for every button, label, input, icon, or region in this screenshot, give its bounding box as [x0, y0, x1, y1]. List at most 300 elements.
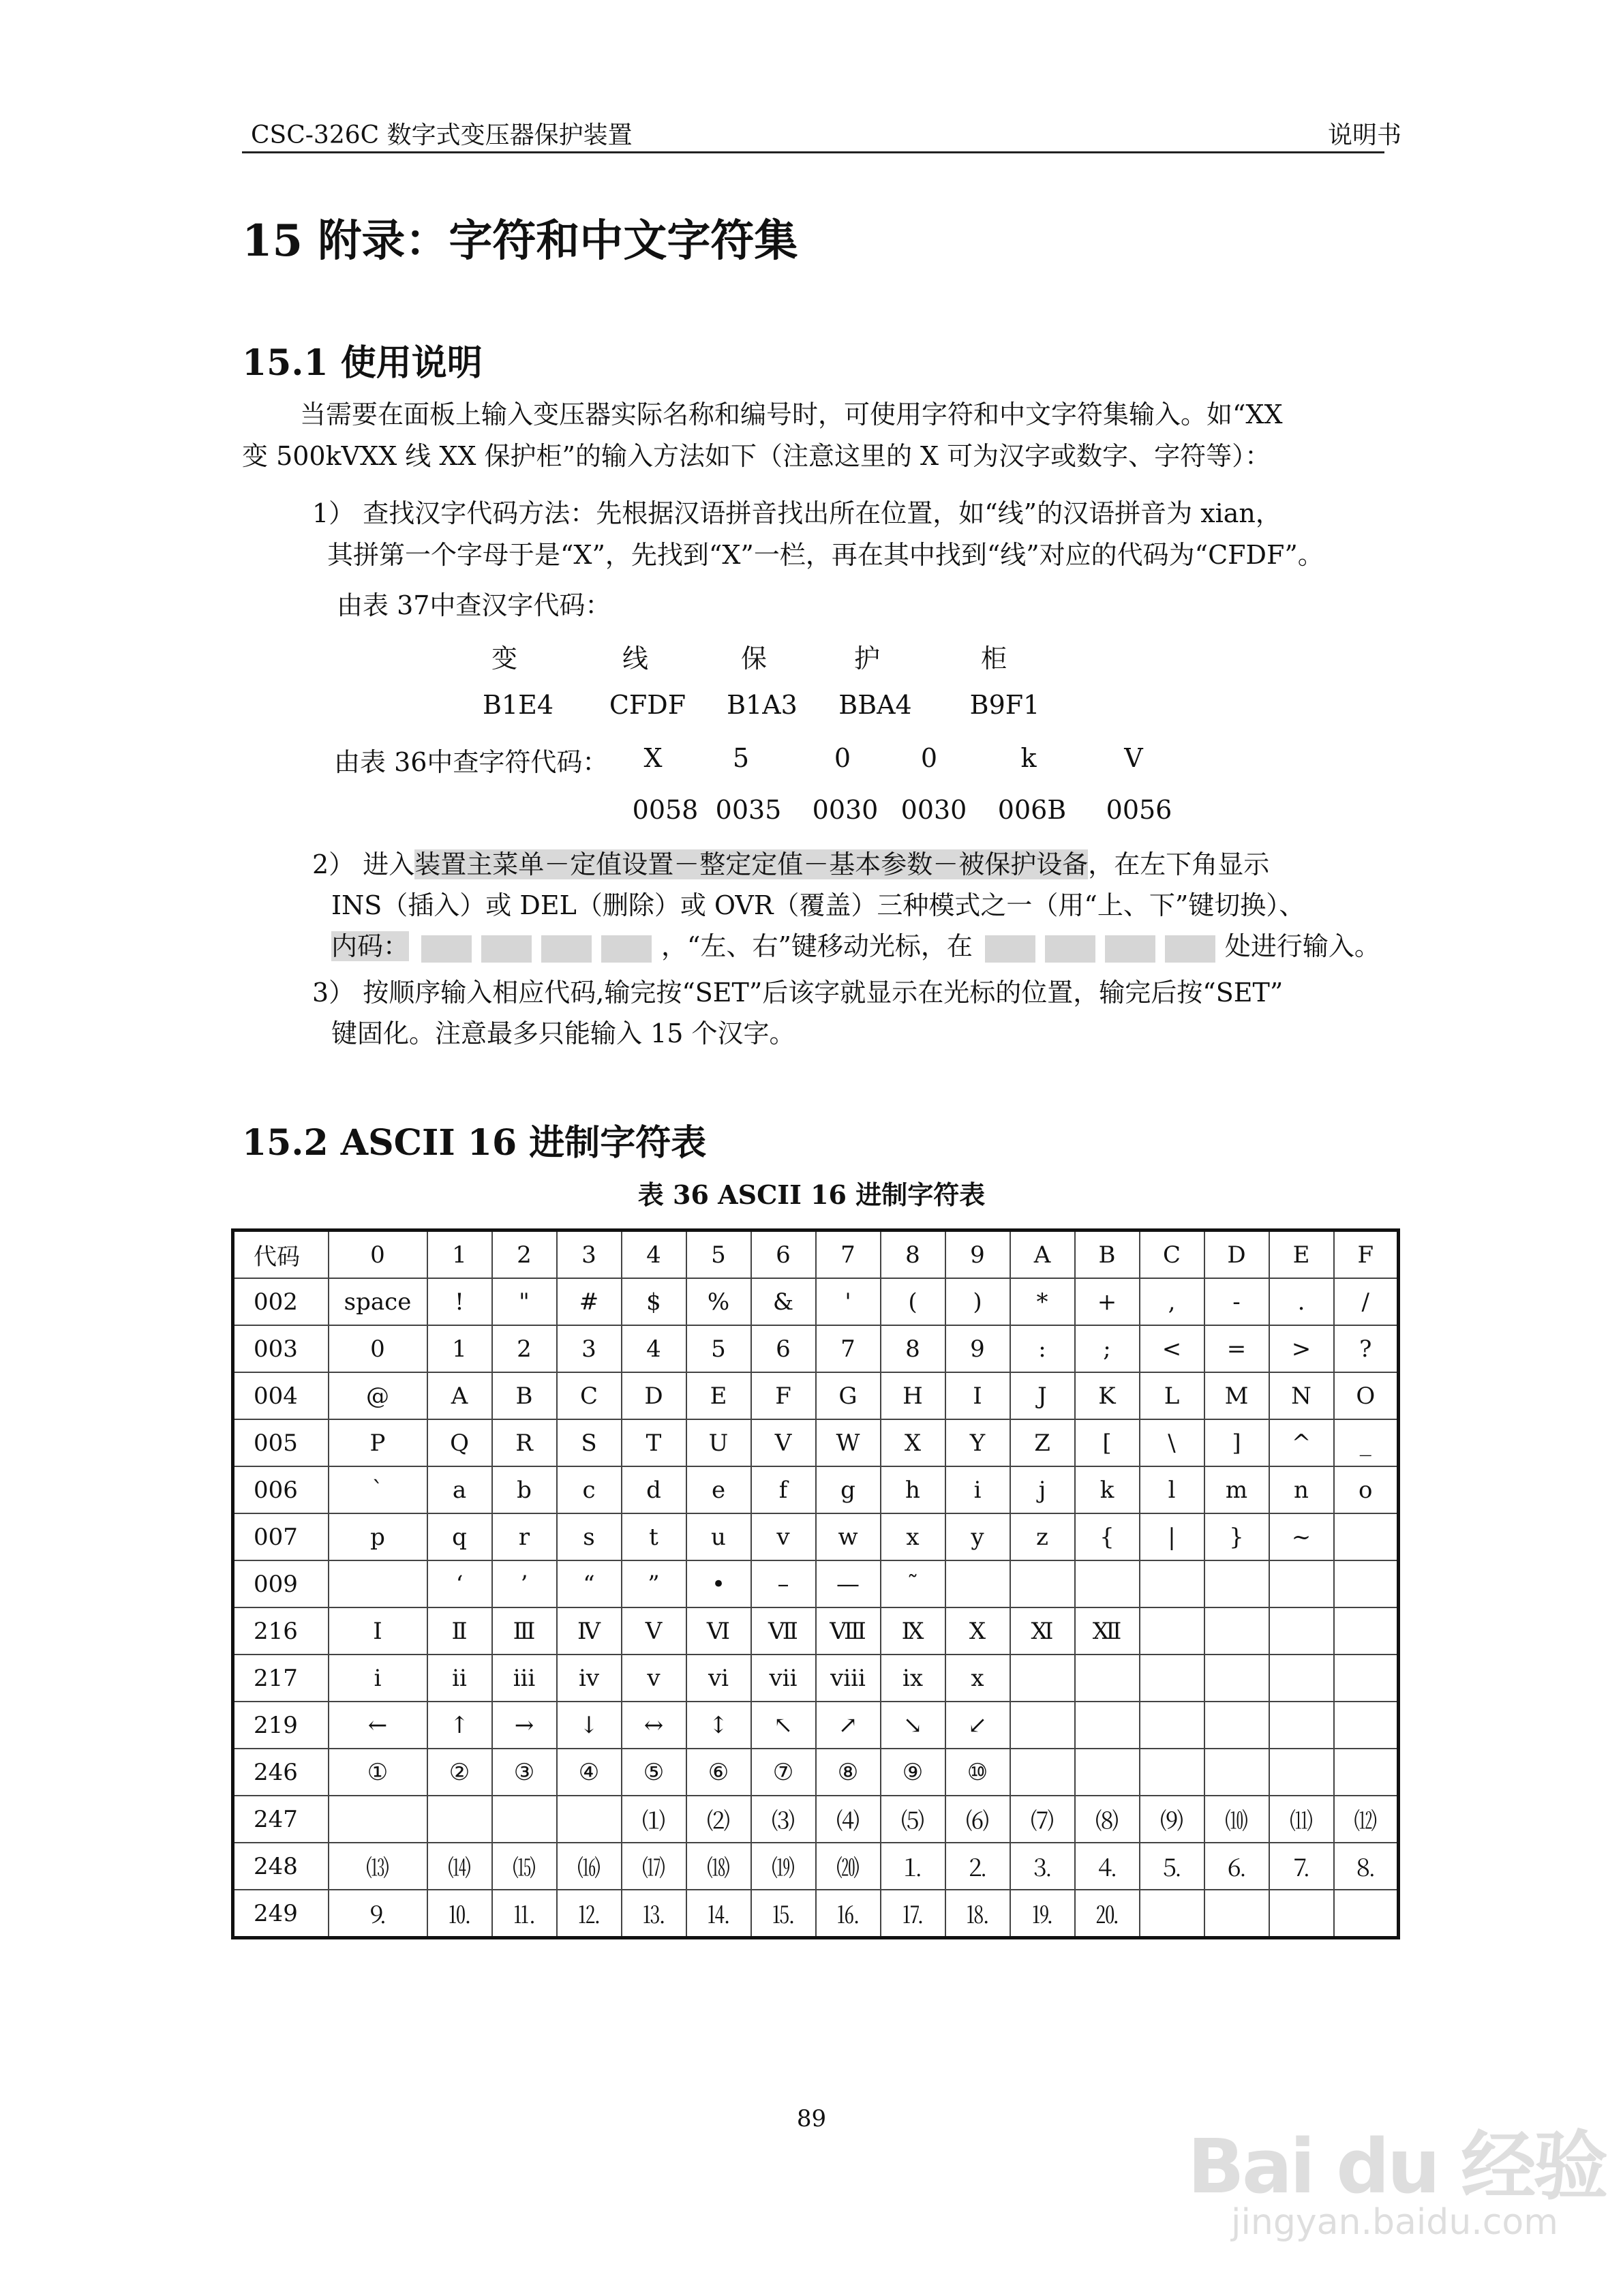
- ascii-code: 0030: [900, 795, 967, 825]
- char-cell: -: [1204, 1278, 1269, 1325]
- char-cell: ˜: [881, 1560, 945, 1607]
- char-cell: m: [1204, 1466, 1269, 1513]
- char-cell: /: [1334, 1278, 1399, 1325]
- char-cell: [1204, 1890, 1269, 1938]
- char-cell: ): [945, 1278, 1010, 1325]
- char-cell: —: [816, 1560, 881, 1607]
- table-row: [233, 1372, 1399, 1419]
- char-cell: ⑽: [1204, 1796, 1269, 1843]
- char-cell: [1334, 1749, 1399, 1796]
- header-cell-col: 7: [816, 1230, 881, 1279]
- row-code-cell: 003: [233, 1325, 329, 1372]
- table-row: [233, 1607, 1399, 1655]
- ascii-code: 006B: [997, 795, 1067, 825]
- char-cell: 3: [557, 1325, 622, 1372]
- table-row: [233, 1702, 1399, 1749]
- char-cell: r: [492, 1513, 557, 1560]
- header-cell-col: C: [1140, 1230, 1204, 1279]
- char-cell: [329, 1560, 427, 1607]
- char-cell: ’: [492, 1560, 557, 1607]
- char-cell: B: [492, 1372, 557, 1419]
- han-char: 柜: [980, 644, 1007, 674]
- char-cell: }: [1204, 1513, 1269, 1560]
- char-cell: Ⅳ: [557, 1607, 622, 1655]
- ascii-char: V: [1124, 743, 1143, 773]
- char-cell: ⑷: [816, 1796, 881, 1843]
- char-cell: 1: [427, 1325, 492, 1372]
- step3-line-2: 键固化。注意最多只能输入 15 个汉字。: [331, 1018, 795, 1048]
- char-cell: ↑: [427, 1702, 492, 1749]
- header-cell-col: B: [1075, 1230, 1140, 1279]
- char-cell: ↙: [945, 1702, 1010, 1749]
- char-cell: Y: [945, 1419, 1010, 1466]
- char-cell: ⒏: [1334, 1843, 1399, 1890]
- char-cell: ↔: [622, 1702, 686, 1749]
- char-cell: x: [881, 1513, 945, 1560]
- char-cell: 2: [492, 1325, 557, 1372]
- inner-code-label: 内码：: [331, 931, 410, 961]
- header-cell-col: D: [1204, 1230, 1269, 1279]
- char-cell: a: [427, 1466, 492, 1513]
- char-cell: [1334, 1560, 1399, 1607]
- char-cell: ⑹: [945, 1796, 1010, 1843]
- char-cell: viii: [816, 1655, 881, 1702]
- char-cell: s: [557, 1513, 622, 1560]
- header-cell-col: 2: [492, 1230, 557, 1279]
- char-cell: ③: [492, 1749, 557, 1796]
- step2-line-2: INS（插入）或 DEL（删除）或 OVR（覆盖）三种模式之一（用“上、下”键切换）、: [331, 890, 1305, 920]
- row-code-cell: 005: [233, 1419, 329, 1466]
- char-cell: ⑤: [622, 1749, 686, 1796]
- header-cell-col: 4: [622, 1230, 686, 1279]
- char-cell: t: [622, 1513, 686, 1560]
- char-cell: ⑴: [622, 1796, 686, 1843]
- step2-line-1: [312, 844, 1269, 886]
- char-cell: 6: [751, 1325, 816, 1372]
- char-cell: ": [492, 1278, 557, 1325]
- char-cell: ⒒: [492, 1890, 557, 1938]
- han-char: 变: [491, 644, 518, 674]
- char-cell: ii: [427, 1655, 492, 1702]
- char-cell: •: [686, 1560, 751, 1607]
- char-cell: 5: [686, 1325, 751, 1372]
- header-cell-col: 9: [945, 1230, 1010, 1279]
- char-cell: R: [492, 1419, 557, 1466]
- char-cell: Q: [427, 1419, 492, 1466]
- char-cell: ②: [427, 1749, 492, 1796]
- baidu-jingyan-watermark: [1149, 2072, 1606, 2256]
- char-cell: X: [881, 1419, 945, 1466]
- table-row: [233, 1278, 1399, 1325]
- step2-menu-path: 装置主菜单－定值设置－整定定值－基本参数－被保护设备: [414, 849, 1089, 879]
- char-cell: iv: [557, 1655, 622, 1702]
- char-cell: %: [686, 1278, 751, 1325]
- char-cell: 4: [622, 1325, 686, 1372]
- char-cell: [1269, 1607, 1334, 1655]
- char-cell: [1140, 1560, 1204, 1607]
- char-cell: =: [1204, 1325, 1269, 1372]
- char-cell: E: [686, 1372, 751, 1419]
- char-cell: ⒈: [881, 1843, 945, 1890]
- char-cell: ⒇: [816, 1843, 881, 1890]
- lookup-han-label: 由表 37中查汉字代码：: [337, 590, 611, 620]
- char-cell: ⒉: [945, 1843, 1010, 1890]
- step1-line-2: 其拼第一个字母于是“X”，先找到“X”一栏，再在其中找到“线”对应的代码为“CFDF”。: [327, 540, 1324, 570]
- header-rule: [242, 151, 1384, 153]
- step2-input-text: 处进行输入。: [1224, 931, 1380, 961]
- char-cell: J: [1010, 1372, 1075, 1419]
- ascii-hex-table: [231, 1228, 1400, 1939]
- table-row: [233, 1560, 1399, 1607]
- char-cell: [1204, 1655, 1269, 1702]
- char-cell: [1075, 1655, 1140, 1702]
- intro-line-2: 变 500kVXX 线 XX 保护柜”的输入方法如下（注意这里的 X 可为汉字或数字、字符等）：: [242, 441, 1271, 471]
- char-cell: ': [816, 1278, 881, 1325]
- char-cell: k: [1075, 1466, 1140, 1513]
- char-cell: 8: [881, 1325, 945, 1372]
- char-cell: ?: [1334, 1325, 1399, 1372]
- char-cell: j: [1010, 1466, 1075, 1513]
- char-cell: v: [622, 1655, 686, 1702]
- header-cell-col: 6: [751, 1230, 816, 1279]
- char-cell: ⑧: [816, 1749, 881, 1796]
- han-char: 线: [622, 644, 649, 674]
- char-cell: “: [557, 1560, 622, 1607]
- char-cell: [1204, 1560, 1269, 1607]
- han-code: B1A3: [727, 690, 798, 720]
- char-cell: [1204, 1702, 1269, 1749]
- char-cell: ⒆: [751, 1843, 816, 1890]
- char-cell: [1204, 1607, 1269, 1655]
- char-cell: [1140, 1749, 1204, 1796]
- table-caption: 表 36 ASCII 16 进制字符表: [637, 1179, 986, 1210]
- char-cell: ⒔: [622, 1890, 686, 1938]
- row-code-cell: 247: [233, 1796, 329, 1843]
- char-cell: +: [1075, 1278, 1140, 1325]
- char-cell: ⒄: [622, 1843, 686, 1890]
- ascii-code: 0058: [632, 795, 699, 825]
- char-cell: <: [1140, 1325, 1204, 1372]
- char-cell: F: [751, 1372, 816, 1419]
- char-cell: Ⅲ: [492, 1607, 557, 1655]
- step1-line-1: 1） 查找汉字代码方法：先根据汉语拼音找出所在位置，如“线”的汉语拼音为 xian，: [312, 498, 1281, 528]
- char-cell: ⑦: [751, 1749, 816, 1796]
- char-cell: ~: [1269, 1513, 1334, 1560]
- han-code: BBA4: [838, 690, 912, 720]
- char-cell: Ⅶ: [751, 1607, 816, 1655]
- char-cell: ⒋: [1075, 1843, 1140, 1890]
- char-cell: L: [1140, 1372, 1204, 1419]
- char-cell: ⑸: [881, 1796, 945, 1843]
- char-cell: iii: [492, 1655, 557, 1702]
- page-number: 89: [796, 2105, 827, 2132]
- char-cell: d: [622, 1466, 686, 1513]
- char-cell: [1334, 1702, 1399, 1749]
- char-cell: V: [751, 1419, 816, 1466]
- char-cell: I: [945, 1372, 1010, 1419]
- step2-suffix: ，在左下角显示: [1088, 849, 1270, 879]
- han-code: B1E4: [482, 690, 554, 720]
- char-cell: @: [329, 1372, 427, 1419]
- char-cell: ⒀: [329, 1843, 427, 1890]
- char-cell: ⒍: [1204, 1843, 1269, 1890]
- header-cell-col: F: [1334, 1230, 1399, 1279]
- char-cell: ⑥: [686, 1749, 751, 1796]
- char-cell: ⑵: [686, 1796, 751, 1843]
- table-row: [233, 1843, 1399, 1890]
- table-row: [233, 1325, 1399, 1372]
- char-cell: f: [751, 1466, 816, 1513]
- char-cell: \: [1140, 1419, 1204, 1466]
- char-cell: [1204, 1749, 1269, 1796]
- chapter-title: 15 附录：字符和中文字符集: [242, 215, 798, 267]
- char-cell: [1269, 1749, 1334, 1796]
- char-cell: →: [492, 1702, 557, 1749]
- header-cell-col: E: [1269, 1230, 1334, 1279]
- header-cell-col: 0: [329, 1230, 427, 1279]
- char-cell: [1334, 1655, 1399, 1702]
- char-cell: ix: [881, 1655, 945, 1702]
- row-code-cell: 216: [233, 1607, 329, 1655]
- char-cell: e: [686, 1466, 751, 1513]
- char-cell: ⑩: [945, 1749, 1010, 1796]
- char-cell: &: [751, 1278, 816, 1325]
- char-cell: [1269, 1655, 1334, 1702]
- watermark-url: jingyan.baidu.com: [1231, 2202, 1558, 2243]
- row-code-cell: 217: [233, 1655, 329, 1702]
- char-cell: n: [1269, 1466, 1334, 1513]
- row-code-cell: 248: [233, 1843, 329, 1890]
- char-cell: T: [622, 1419, 686, 1466]
- ascii-char: 5: [732, 743, 750, 773]
- char-cell: #: [557, 1278, 622, 1325]
- header-cell-code: 代码: [233, 1230, 329, 1279]
- ascii-char: 0: [834, 743, 851, 773]
- step3-line-1: 3） 按顺序输入相应代码,输完按“SET”后该字就显示在光标的位置，输完后按“SET”: [312, 978, 1284, 1008]
- row-code-cell: 009: [233, 1560, 329, 1607]
- char-cell: ↗: [816, 1702, 881, 1749]
- char-cell: [1334, 1513, 1399, 1560]
- input-position-placeholder: [973, 931, 1225, 961]
- char-cell: ⒖: [751, 1890, 816, 1938]
- char-cell: [427, 1796, 492, 1843]
- inner-code-placeholder: [409, 931, 661, 961]
- char-cell: ^: [1269, 1419, 1334, 1466]
- running-header-doc-type: 说明书: [1328, 121, 1402, 149]
- char-cell: z: [1010, 1513, 1075, 1560]
- char-cell: H: [881, 1372, 945, 1419]
- char-cell: .: [1269, 1278, 1334, 1325]
- char-cell: ;: [1075, 1325, 1140, 1372]
- char-cell: S: [557, 1419, 622, 1466]
- han-char: 护: [853, 644, 881, 674]
- char-cell: W: [816, 1419, 881, 1466]
- char-cell: ←: [329, 1702, 427, 1749]
- header-cell-col: 8: [881, 1230, 945, 1279]
- char-cell: Ⅹ: [945, 1607, 1010, 1655]
- char-cell: ↘: [881, 1702, 945, 1749]
- char-cell: ⒕: [686, 1890, 751, 1938]
- char-cell: [1140, 1702, 1204, 1749]
- table-row: [233, 1466, 1399, 1513]
- char-cell: ⑶: [751, 1796, 816, 1843]
- row-code-cell: 002: [233, 1278, 329, 1325]
- char-cell: w: [816, 1513, 881, 1560]
- ascii-char: X: [643, 743, 663, 773]
- char-cell: –: [751, 1560, 816, 1607]
- char-cell: b: [492, 1466, 557, 1513]
- char-cell: ,: [1140, 1278, 1204, 1325]
- han-code: B9F1: [969, 690, 1040, 720]
- char-cell: ‘: [427, 1560, 492, 1607]
- table-row: [233, 1796, 1399, 1843]
- char-cell: $: [622, 1278, 686, 1325]
- char-cell: x: [945, 1655, 1010, 1702]
- char-cell: `: [329, 1466, 427, 1513]
- char-cell: ”: [622, 1560, 686, 1607]
- char-cell: [1075, 1749, 1140, 1796]
- han-code: CFDF: [609, 690, 686, 720]
- table-row: [233, 1419, 1399, 1466]
- section-heading-usage: 15.1 使用说明: [242, 342, 483, 384]
- table-header-row: [233, 1230, 1399, 1279]
- char-cell: Ⅷ: [816, 1607, 881, 1655]
- char-cell: G: [816, 1372, 881, 1419]
- char-cell: h: [881, 1466, 945, 1513]
- char-cell: ⑨: [881, 1749, 945, 1796]
- char-cell: D: [622, 1372, 686, 1419]
- row-code-cell: 004: [233, 1372, 329, 1419]
- char-cell: [1075, 1560, 1140, 1607]
- char-cell: 0: [329, 1325, 427, 1372]
- header-cell-col: 3: [557, 1230, 622, 1279]
- char-cell: [1010, 1560, 1075, 1607]
- char-cell: ⒂: [492, 1843, 557, 1890]
- char-cell: space: [329, 1278, 427, 1325]
- char-cell: ⒓: [557, 1890, 622, 1938]
- char-cell: [1140, 1655, 1204, 1702]
- char-cell: p: [329, 1513, 427, 1560]
- char-cell: o: [1334, 1466, 1399, 1513]
- char-cell: ⒚: [1010, 1890, 1075, 1938]
- ascii-char: 0: [920, 743, 938, 773]
- char-cell: [557, 1796, 622, 1843]
- char-cell: ⒗: [816, 1890, 881, 1938]
- char-cell: |: [1140, 1513, 1204, 1560]
- char-cell: v: [751, 1513, 816, 1560]
- char-cell: [1140, 1607, 1204, 1655]
- step2-cursor-text: ，“左、右”键移动光标，在: [661, 931, 973, 961]
- char-cell: Ⅸ: [881, 1607, 945, 1655]
- char-cell: ⒁: [427, 1843, 492, 1890]
- char-cell: ⒛: [1075, 1890, 1140, 1938]
- char-cell: K: [1075, 1372, 1140, 1419]
- char-cell: [1269, 1702, 1334, 1749]
- char-cell: P: [329, 1419, 427, 1466]
- char-cell: ⒑: [427, 1890, 492, 1938]
- char-cell: [1334, 1890, 1399, 1938]
- char-cell: ⑿: [1334, 1796, 1399, 1843]
- char-cell: [1075, 1702, 1140, 1749]
- char-cell: ↕: [686, 1702, 751, 1749]
- char-cell: ⒊: [1010, 1843, 1075, 1890]
- char-cell: N: [1269, 1372, 1334, 1419]
- step2-prefix: 2） 进入: [312, 849, 415, 879]
- char-cell: [945, 1560, 1010, 1607]
- table-row: [233, 1890, 1399, 1938]
- char-cell: i: [945, 1466, 1010, 1513]
- table-row: [233, 1749, 1399, 1796]
- char-cell: ⒙: [945, 1890, 1010, 1938]
- char-cell: ↓: [557, 1702, 622, 1749]
- char-cell: Ⅻ: [1075, 1607, 1140, 1655]
- char-cell: >: [1269, 1325, 1334, 1372]
- row-code-cell: 007: [233, 1513, 329, 1560]
- char-cell: ⑻: [1075, 1796, 1140, 1843]
- char-cell: l: [1140, 1466, 1204, 1513]
- char-cell: :: [1010, 1325, 1075, 1372]
- han-char: 保: [740, 644, 768, 674]
- char-cell: ④: [557, 1749, 622, 1796]
- char-cell: {: [1075, 1513, 1140, 1560]
- char-cell: A: [427, 1372, 492, 1419]
- row-code-cell: 246: [233, 1749, 329, 1796]
- header-cell-col: 5: [686, 1230, 751, 1279]
- char-cell: [1269, 1890, 1334, 1938]
- row-code-cell: 006: [233, 1466, 329, 1513]
- char-cell: ↖: [751, 1702, 816, 1749]
- char-cell: [1140, 1890, 1204, 1938]
- header-cell-col: 1: [427, 1230, 492, 1279]
- intro-line-1: 当需要在面板上输入变压器实际名称和编号时，可使用字符和中文字符集输入。如“XX: [300, 399, 1283, 429]
- char-cell: ⑾: [1269, 1796, 1334, 1843]
- char-cell: ①: [329, 1749, 427, 1796]
- char-cell: 7: [816, 1325, 881, 1372]
- char-cell: ]: [1204, 1419, 1269, 1466]
- char-cell: *: [1010, 1278, 1075, 1325]
- char-cell: C: [557, 1372, 622, 1419]
- row-code-cell: 249: [233, 1890, 329, 1938]
- char-cell: O: [1334, 1372, 1399, 1419]
- char-cell: vi: [686, 1655, 751, 1702]
- char-cell: Ⅺ: [1010, 1607, 1075, 1655]
- running-header-title: CSC-326C 数字式变压器保护装置: [251, 121, 633, 149]
- char-cell: ⒎: [1269, 1843, 1334, 1890]
- ascii-code: 0035: [715, 795, 782, 825]
- char-cell: ⒅: [686, 1843, 751, 1890]
- char-cell: M: [1204, 1372, 1269, 1419]
- char-cell: i: [329, 1655, 427, 1702]
- char-cell: ⒌: [1140, 1843, 1204, 1890]
- char-cell: u: [686, 1513, 751, 1560]
- step2-line-3: [331, 926, 1380, 967]
- ascii-code: 0056: [1106, 795, 1172, 825]
- char-cell: ⑼: [1140, 1796, 1204, 1843]
- char-cell: [1010, 1655, 1075, 1702]
- table-row: [233, 1655, 1399, 1702]
- char-cell: Z: [1010, 1419, 1075, 1466]
- char-cell: _: [1334, 1419, 1399, 1466]
- char-cell: q: [427, 1513, 492, 1560]
- watermark-logo-text: Bai du 经验: [1187, 2123, 1606, 2210]
- char-cell: [: [1075, 1419, 1140, 1466]
- char-cell: [492, 1796, 557, 1843]
- table-row: [233, 1513, 1399, 1560]
- section-heading-ascii: 15.2 ASCII 16 进制字符表: [242, 1122, 707, 1164]
- char-cell: y: [945, 1513, 1010, 1560]
- char-cell: [1269, 1560, 1334, 1607]
- char-cell: Ⅵ: [686, 1607, 751, 1655]
